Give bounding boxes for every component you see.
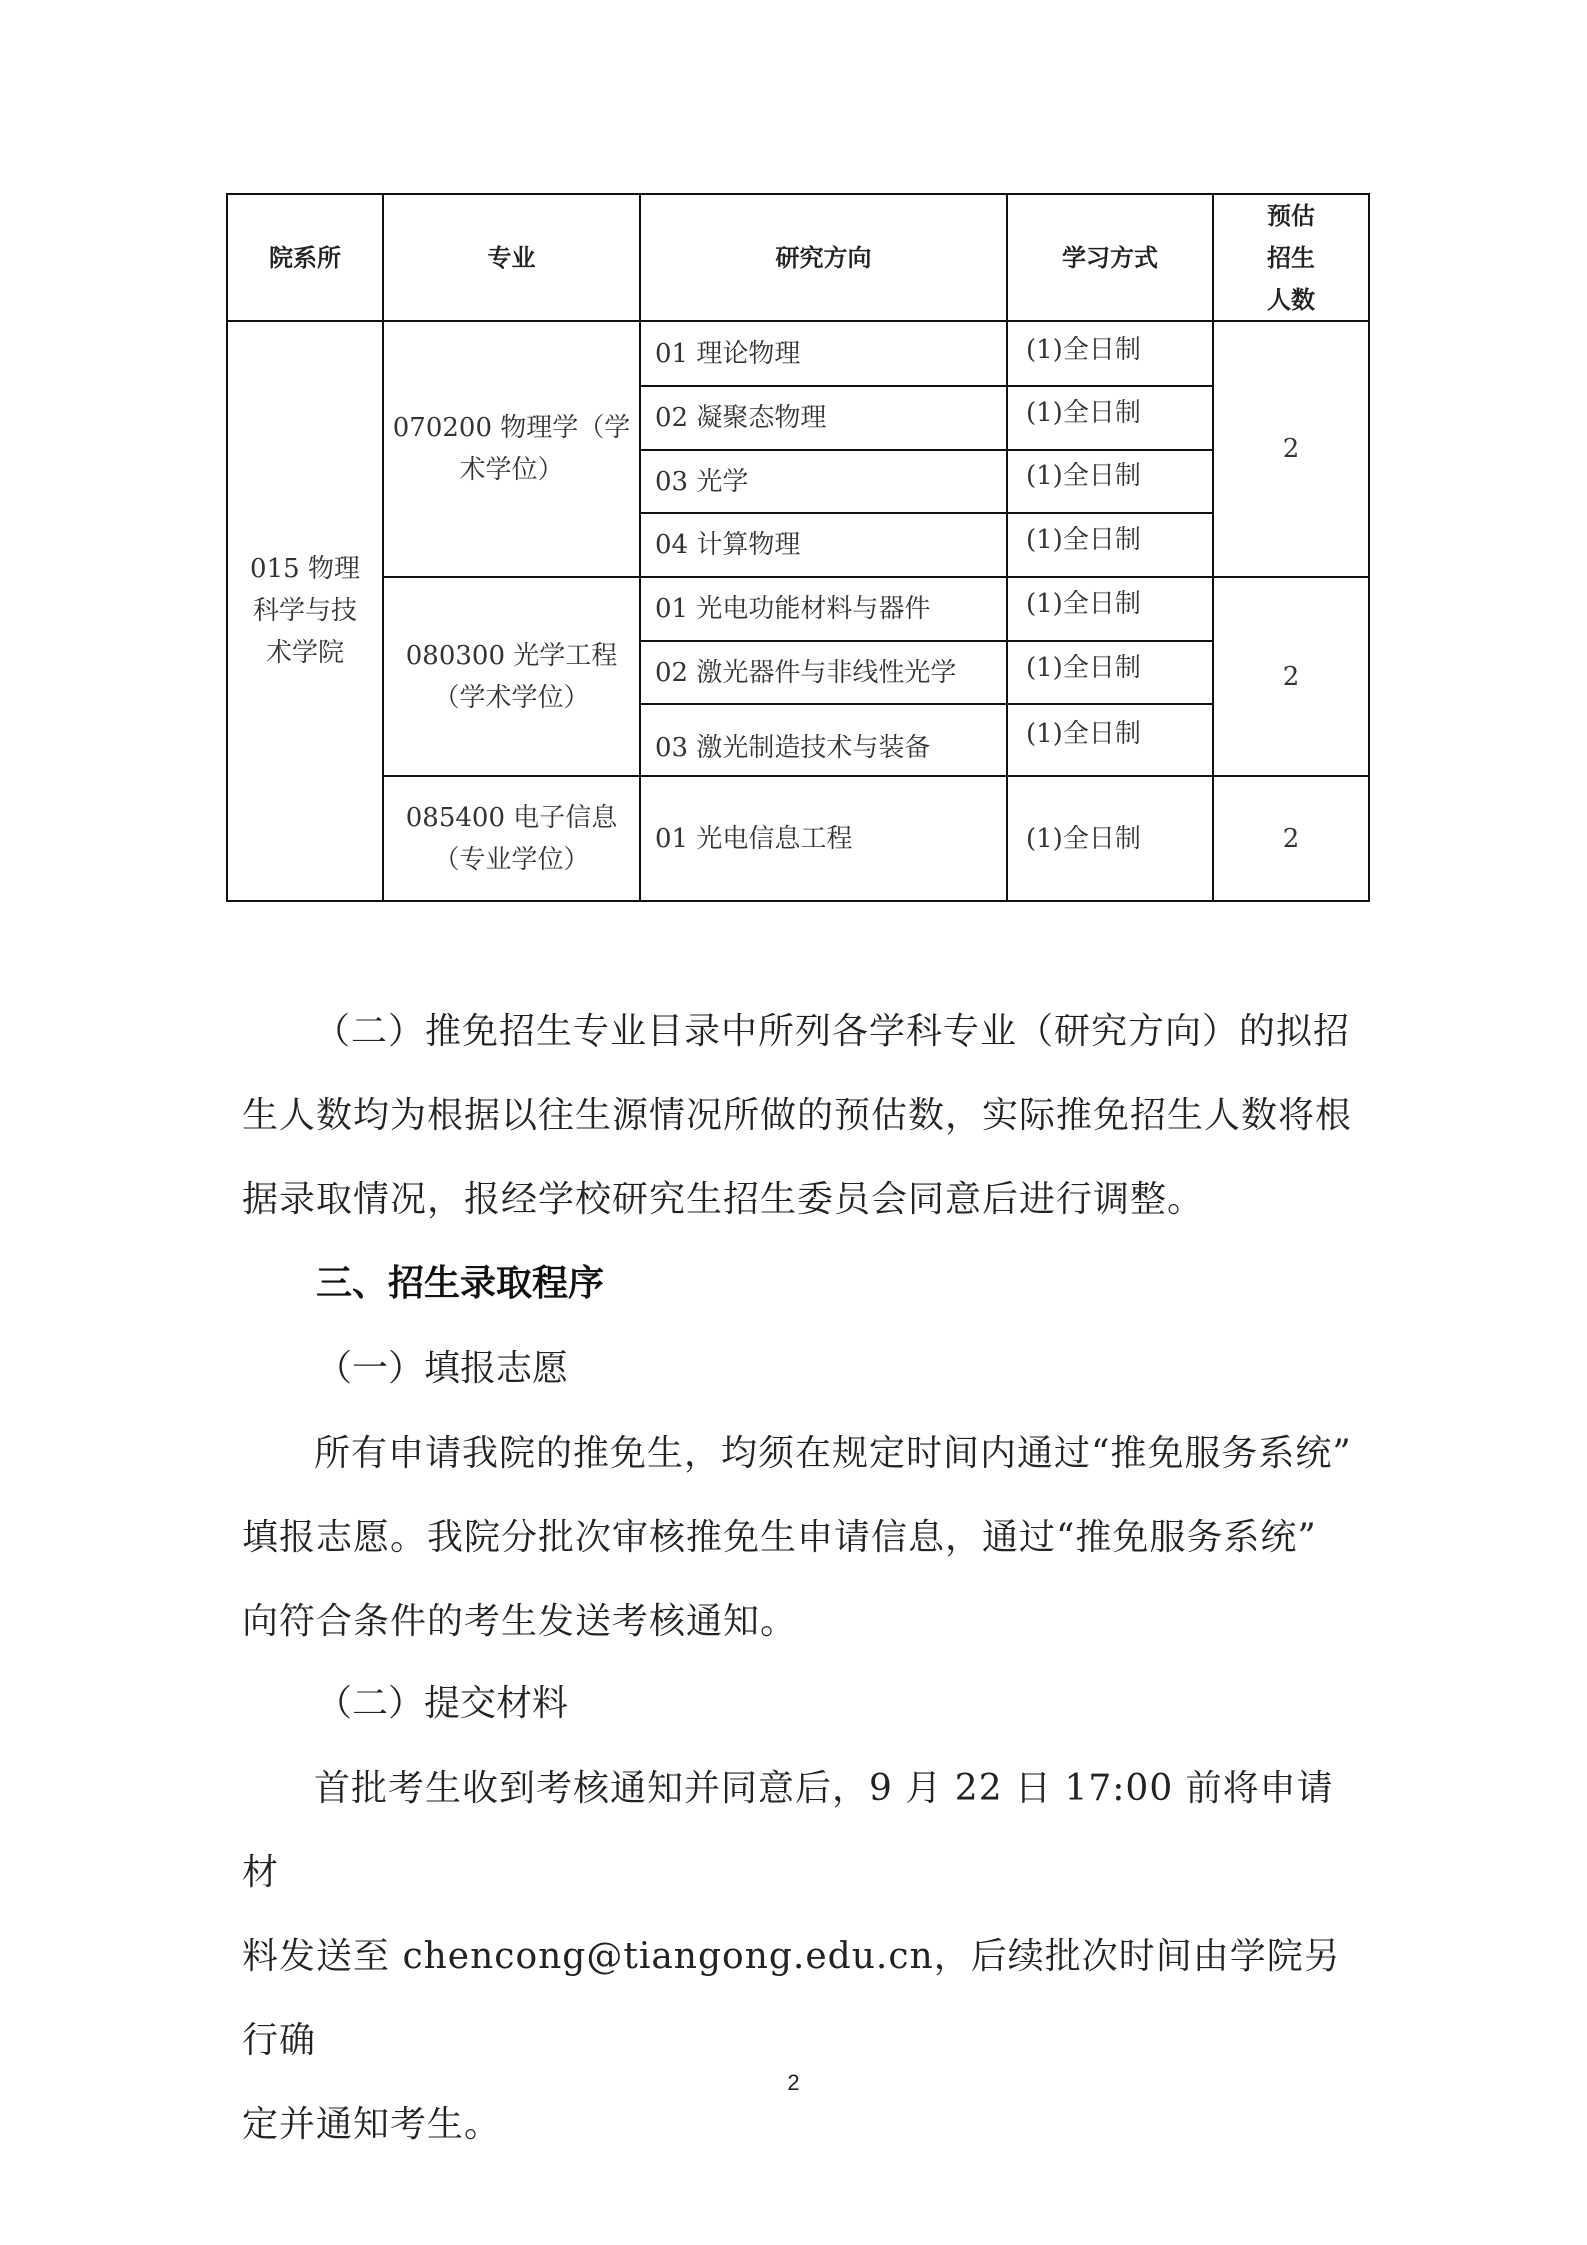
department-cell: [228, 322, 382, 900]
study-mode-cell: (1)全日制: [1026, 823, 1141, 854]
text-line: 定并通知考生。: [242, 2104, 502, 2145]
quota-cell: 2: [1282, 823, 1300, 854]
subsection-heading: （一）填报志愿: [316, 1348, 569, 1389]
header-study-mode: 学习方式: [1062, 243, 1158, 272]
header-major: 专业: [487, 243, 536, 272]
direction-cell: 02 凝聚态物理: [655, 403, 827, 433]
section-heading: 三、招生录取程序: [316, 1263, 605, 1304]
major-line1: 085400 电子信息: [405, 802, 618, 833]
quota-cell: 2: [1282, 661, 1300, 692]
subsection-heading: （二）提交材料: [316, 1683, 569, 1724]
text-line: （二）推免招生专业目录中所列各学科专业（研究方向）的拟招: [314, 1011, 1351, 1052]
study-mode-cell: (1)全日制: [1026, 653, 1141, 683]
major-line2: （学术学位）: [433, 682, 590, 713]
direction-cell: 02 激光器件与非线性光学: [655, 657, 957, 688]
page-number: 2: [787, 2070, 800, 2095]
study-mode-cell: (1)全日制: [1026, 589, 1141, 619]
department-line1: 015 物理: [250, 554, 360, 584]
direction-cell: 01 光电信息工程: [655, 823, 853, 854]
department-line3: 术学院: [265, 638, 344, 668]
text-line: 生人数均为根据以往生源情况所做的预估数，实际推免招生人数将根: [242, 1095, 1353, 1136]
header-quota-line2: 招生: [1267, 243, 1315, 272]
enrollment-table: [226, 193, 1370, 902]
text-line: 料发送至 chencong@tiangong.edu.cn，后续批次时间由学院另行确: [242, 1936, 1341, 2061]
paragraph-quota-note: [242, 990, 1362, 1242]
direction-cell: 01 理论物理: [655, 338, 801, 369]
header-quota: [1214, 195, 1368, 320]
major-cell: [384, 777, 639, 900]
text-line: 填报志愿。我院分批次审核推免生申请信息，通过“推免服务系统”: [242, 1517, 1317, 1558]
header-quota-line1: 预估: [1267, 201, 1315, 230]
major-cell: [384, 322, 639, 576]
study-mode-cell: (1)全日制: [1026, 525, 1141, 555]
direction-cell: 04 计算物理: [655, 530, 801, 560]
paragraph-materials: [242, 1747, 1362, 2167]
major-line1: 080300 光学工程: [405, 640, 618, 671]
major-cell: [384, 578, 639, 775]
text-line: 首批考生收到考核通知并同意后，9 月 22 日 17:00 前将申请材: [242, 1768, 1334, 1893]
major-line2: （专业学位）: [433, 844, 590, 875]
major-line2: 术学位）: [459, 455, 564, 485]
study-mode-cell: (1)全日制: [1026, 461, 1141, 491]
header-department: 院系所: [269, 243, 341, 272]
major-line1: 070200 物理学（学: [392, 413, 631, 443]
direction-cell: 01 光电功能材料与器件: [655, 594, 931, 624]
quota-cell: 2: [1282, 434, 1300, 464]
header-quota-line3: 人数: [1267, 285, 1315, 314]
text-line: 据录取情况，报经学校研究生招生委员会同意后进行调整。: [242, 1179, 1205, 1220]
study-mode-cell: (1)全日制: [1026, 334, 1141, 365]
text-line: 向符合条件的考生发送考核通知。: [242, 1601, 798, 1642]
paragraph-application: [242, 1412, 1362, 1664]
direction-cell: 03 激光制造技术与装备: [655, 733, 931, 763]
department-line2: 科学与技: [252, 596, 357, 626]
direction-cell: 03 光学: [655, 466, 749, 497]
text-line: 所有申请我院的推免生，均须在规定时间内通过“推免服务系统”: [314, 1433, 1352, 1474]
study-mode-cell: (1)全日制: [1026, 719, 1141, 749]
study-mode-cell: (1)全日制: [1026, 398, 1141, 428]
header-direction: 研究方向: [775, 243, 872, 272]
